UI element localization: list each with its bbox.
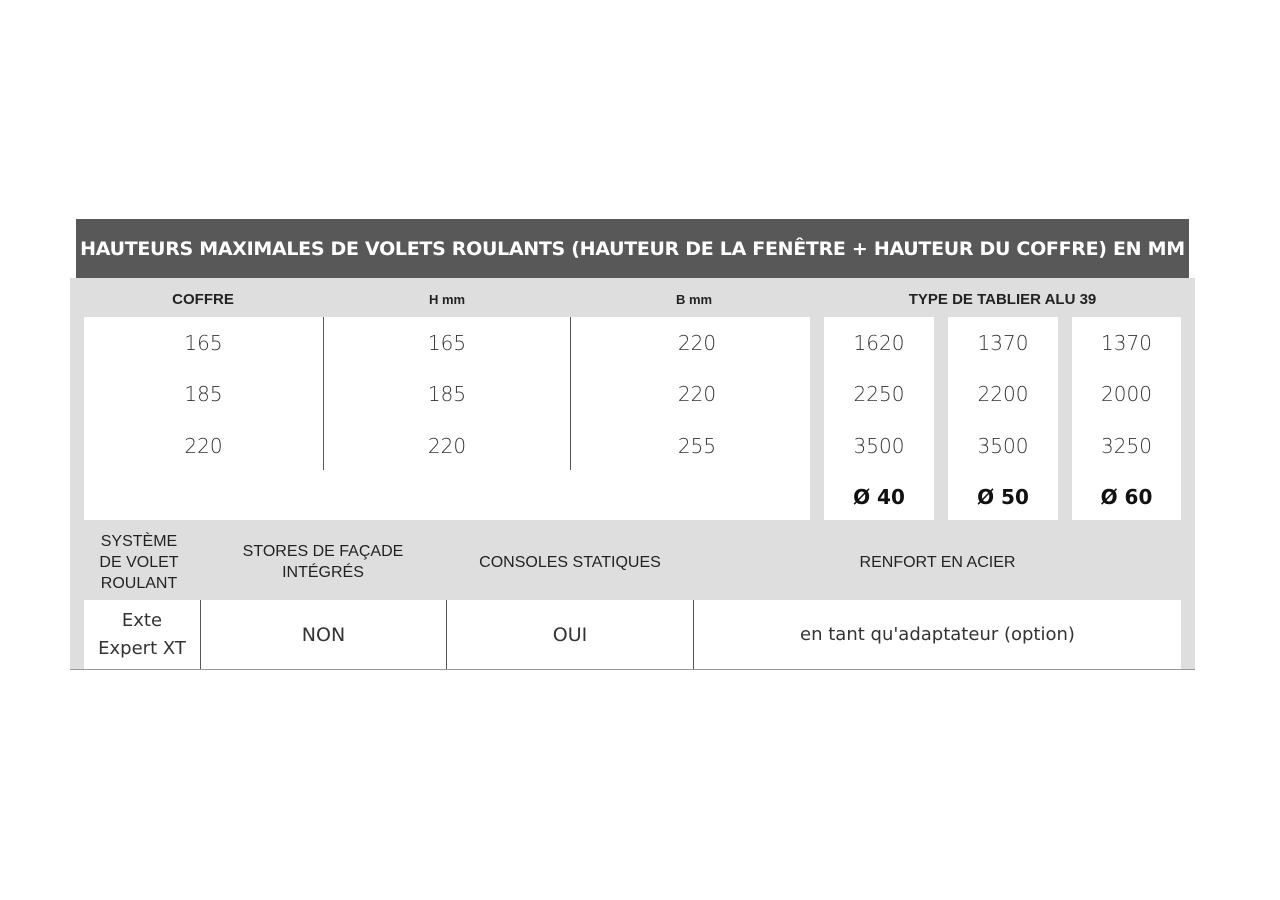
tablier-value: 3250 xyxy=(1101,434,1152,458)
cell-b: 220 xyxy=(677,331,717,355)
tablier-value: 3500 xyxy=(853,434,905,458)
header-h-mm: H mm xyxy=(428,291,466,307)
tablier-diameter: Ø 40 xyxy=(853,485,905,509)
tablier-value: 1370 xyxy=(977,331,1029,355)
header-b-mm: B mm xyxy=(675,291,713,307)
tablier-value: 2000 xyxy=(1101,382,1152,406)
cell-consoles: OUI xyxy=(552,624,588,646)
header-coffre: COFFRE xyxy=(172,290,234,308)
tablier-diameter: Ø 60 xyxy=(1100,485,1153,509)
tablier-value: 1620 xyxy=(853,331,905,355)
cell-systeme: Exte Expert XT xyxy=(98,610,186,659)
cell-renfort: en tant qu'adaptateur (option) xyxy=(800,624,1075,645)
table-title: HAUTEURS MAXIMALES DE VOLETS ROULANTS (HAUTEUR DE LA FENÊTRE + HAUTEUR DU COFFRE) EN MM xyxy=(76,219,1189,278)
cell-h: 220 xyxy=(427,434,467,458)
cell-b: 220 xyxy=(677,382,717,406)
cell-coffre: 220 xyxy=(184,434,223,458)
header-systeme: SYSTÈME DE VOLET ROULANT xyxy=(99,532,179,592)
cell-h: 165 xyxy=(427,331,467,355)
tablier-value: 1370 xyxy=(1101,331,1152,355)
cell-coffre: 185 xyxy=(184,382,223,406)
tablier-value: 2200 xyxy=(977,382,1029,406)
cell-b: 255 xyxy=(677,434,717,458)
tablier-value: 2250 xyxy=(853,382,905,406)
header-renfort: RENFORT EN ACIER xyxy=(859,553,1016,571)
tablier-value: 3500 xyxy=(977,434,1029,458)
tablier-diameter: Ø 50 xyxy=(977,485,1029,509)
cell-h: 185 xyxy=(427,382,467,406)
cell-coffre: 165 xyxy=(184,331,223,355)
header-tablier: TYPE DE TABLIER ALU 39 xyxy=(908,290,1097,308)
header-stores: STORES DE FAÇADE INTÉGRÉS xyxy=(242,543,404,581)
cell-stores: NON xyxy=(301,624,346,646)
header-consoles: CONSOLES STATIQUES xyxy=(479,553,661,571)
divider xyxy=(70,669,1195,670)
